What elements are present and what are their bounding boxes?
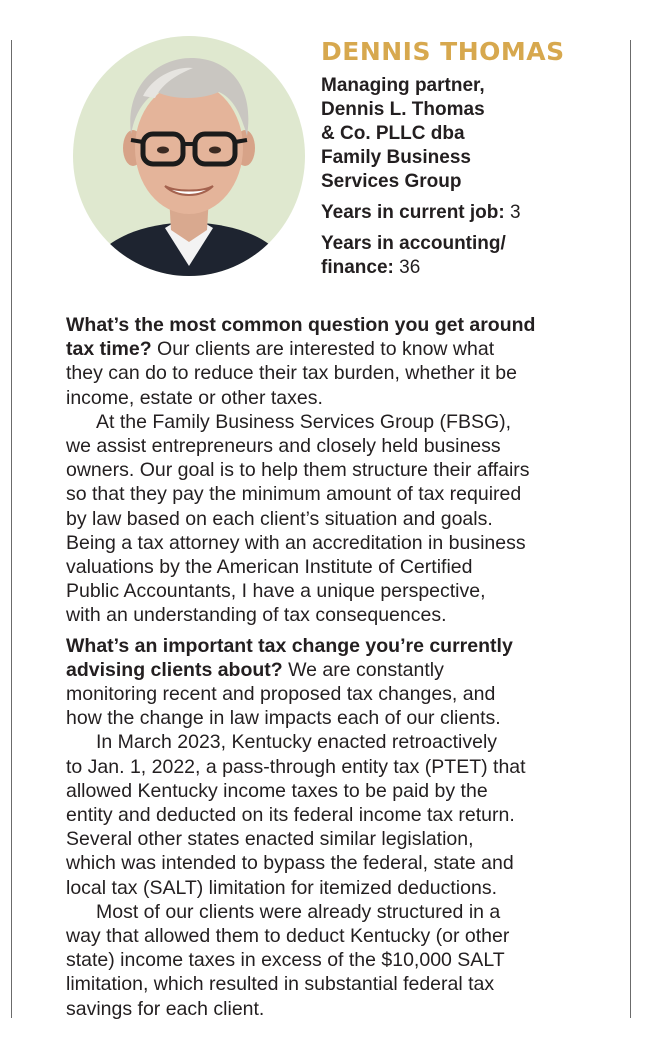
paragraph-salt bbox=[66, 900, 606, 1021]
paragraph-line: way that allowed them to deduct Kentucky (or other bbox=[66, 925, 510, 948]
years-accounting-value: 36 bbox=[399, 257, 421, 278]
years-accounting-label: Years in accounting/ bbox=[321, 233, 506, 254]
paragraph-line: limitation, which resulted in substantial federal tax bbox=[66, 973, 495, 996]
question-1-line-2 bbox=[66, 337, 606, 361]
person-name: DENNIS THOMAS bbox=[321, 37, 565, 66]
years-current-value: 3 bbox=[510, 202, 521, 223]
question-2-block bbox=[66, 634, 606, 731]
answer-2-line: monitoring recent and proposed tax changes, and bbox=[66, 683, 496, 706]
paragraph-line: In March 2023, Kentucky enacted retroactively bbox=[96, 731, 498, 754]
paragraph-line: so that they pay the minimum amount of tax required bbox=[66, 483, 522, 506]
right-column-rule bbox=[630, 40, 631, 1018]
years-accounting bbox=[321, 232, 621, 280]
question-2-text: advising clients about? bbox=[66, 658, 283, 681]
job-title-line: & Co. PLLC dba bbox=[321, 123, 465, 144]
answer-1-line: income, estate or other taxes. bbox=[66, 386, 323, 409]
profile-block bbox=[321, 38, 621, 280]
job-title-line: Services Group bbox=[321, 171, 462, 192]
paragraph-line: local tax (SALT) limitation for itemized deductions. bbox=[66, 876, 497, 899]
paragraph-line: At the Family Business Services Group (FBSG), bbox=[96, 410, 512, 433]
paragraph-line: Most of our clients were already structured in a bbox=[96, 900, 501, 923]
paragraph-line: owners. Our goal is to help them structure their affairs bbox=[66, 459, 530, 482]
paragraph-line: Being a tax attorney with an accreditation in business bbox=[66, 531, 526, 554]
years-current-label: Years in current job: bbox=[321, 202, 505, 223]
paragraph-fbsg bbox=[66, 410, 606, 628]
paragraph-line: entity and deducted on its federal income tax return. bbox=[66, 804, 515, 827]
question-1-text: tax time? bbox=[66, 338, 152, 361]
portrait-photo bbox=[73, 36, 305, 276]
paragraph-line: by law based on each client’s situation and goals. bbox=[66, 507, 493, 530]
job-title-line: Managing partner, bbox=[321, 75, 485, 96]
answer-2-start: We are constantly bbox=[282, 658, 444, 681]
answer-2-line: how the change in law impacts each of our clients. bbox=[66, 707, 501, 730]
paragraph-line: with an understanding of tax consequences. bbox=[66, 604, 447, 627]
job-title bbox=[321, 74, 621, 194]
years-accounting-label-cont: finance: bbox=[321, 257, 394, 278]
paragraph-line: we assist entrepreneurs and closely held business bbox=[66, 435, 501, 458]
question-2-line-2 bbox=[66, 658, 606, 682]
question-1-block bbox=[66, 313, 606, 410]
paragraph-line: savings for each client. bbox=[66, 997, 265, 1020]
answer-1-line: they can do to reduce their tax burden, whether it be bbox=[66, 362, 517, 385]
question-1-line: What’s the most common question you get around bbox=[66, 314, 536, 336]
paragraph-line: Several other states enacted similar legislation, bbox=[66, 828, 474, 851]
paragraph-line: to Jan. 1, 2022, a pass-through entity tax (PTET) that bbox=[66, 755, 526, 778]
paragraph-line: which was intended to bypass the federal, state and bbox=[66, 852, 514, 875]
years-current-job bbox=[321, 201, 621, 225]
question-2-line: What’s an important tax change you’re currently bbox=[66, 634, 513, 657]
job-title-line: Dennis L. Thomas bbox=[321, 99, 485, 120]
paragraph-line: state) income taxes in excess of the $10,000 SALT bbox=[66, 949, 505, 972]
interview-article bbox=[66, 313, 606, 1021]
job-title-line: Family Business bbox=[321, 147, 471, 168]
paragraph-line: Public Accountants, I have a unique perspective, bbox=[66, 580, 486, 603]
paragraph-line: valuations by the American Institute of Certified bbox=[66, 556, 473, 579]
paragraph-line: allowed Kentucky income taxes to be paid by the bbox=[66, 779, 488, 802]
answer-1-start: Our clients are interested to know what bbox=[151, 338, 495, 361]
paragraph-ptet bbox=[66, 730, 606, 899]
left-column-rule bbox=[11, 40, 12, 1018]
